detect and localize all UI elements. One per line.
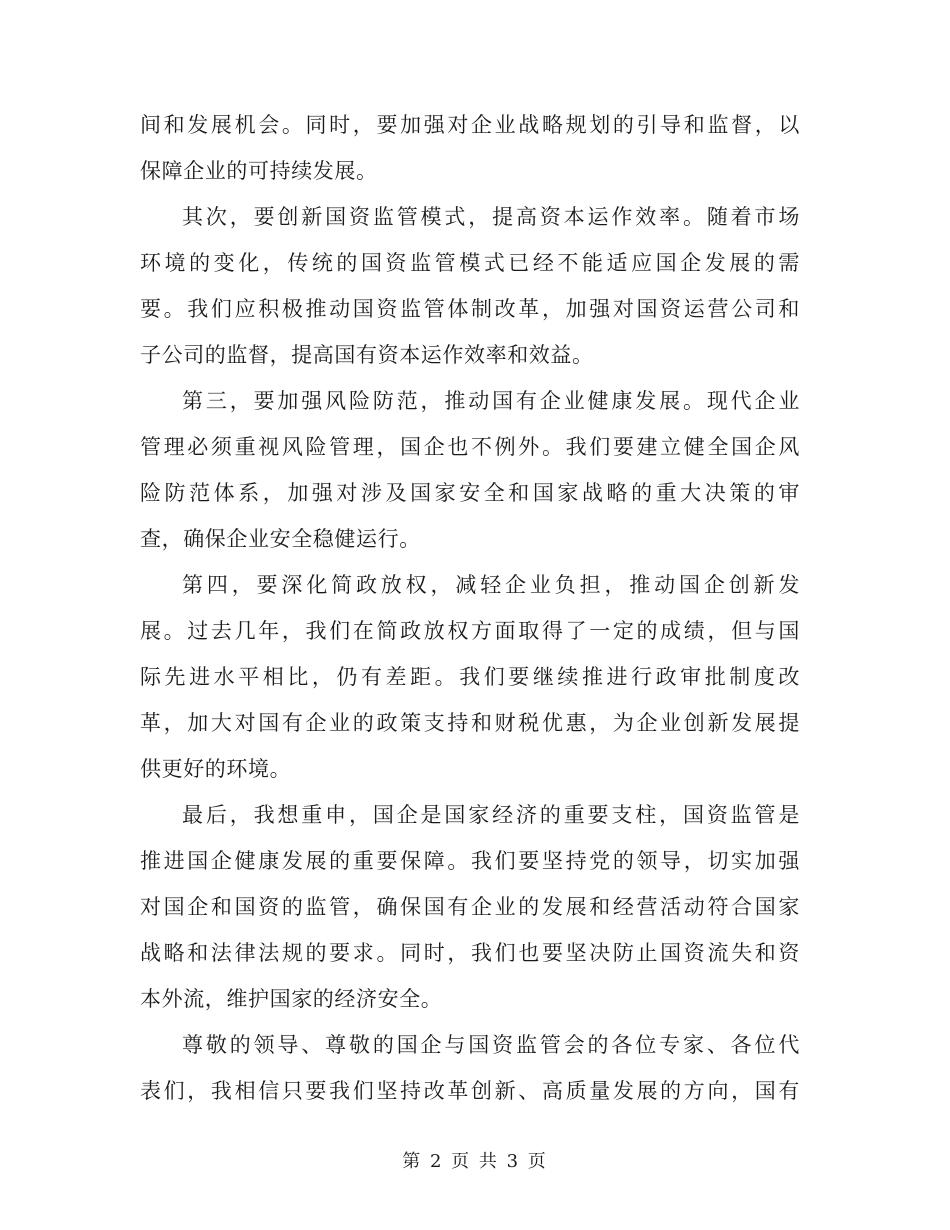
text-line: 革，加大对国有企业的政策支持和财税优惠，为企业创新发展提 [140, 711, 800, 735]
text-line: 管理必须重视风险管理，国企也不例外。我们要建立健全国企风 [140, 435, 800, 459]
text-line: 推进国企健康发展的重要保障。我们要坚持党的领导，切实加强 [140, 849, 800, 873]
text-line: 展。过去几年，我们在简政放权方面取得了一定的成绩，但与国 [140, 619, 800, 643]
text-line: 供更好的环境。 [140, 757, 292, 781]
text-line: 子公司的监督，提高国有资本运作效率和效益。 [140, 343, 594, 367]
text-line: 其次，要创新国资监管模式，提高资本运作效率。随着市场 [182, 205, 800, 229]
text-line: 第三，要加强风险防范，推动国有企业健康发展。现代企业 [182, 389, 800, 413]
page-number-footer: 第 2 页 共 3 页 [402, 1151, 548, 1172]
text-line: 际先进水平相比，仍有差距。我们要继续推进行政审批制度改 [140, 665, 800, 689]
text-line: 本外流，维护国家的经济安全。 [140, 987, 443, 1011]
text-line: 最后，我想重申，国企是国家经济的重要支柱，国资监管是 [182, 803, 800, 827]
text-line: 查，确保企业安全稳健运行。 [140, 527, 421, 551]
text-line: 战略和法律法规的要求。同时，我们也要坚决防止国资流失和资 [140, 941, 800, 965]
text-line: 保障企业的可持续发展。 [140, 159, 378, 183]
body-text [140, 102, 800, 1114]
text-line: 第四，要深化简政放权，减轻企业负担，推动国企创新发 [182, 573, 800, 597]
text-line: 险防范体系，加强对涉及国家安全和国家战略的重大决策的审 [140, 481, 800, 505]
text-line: 尊敬的领导、尊敬的国企与国资监管会的各位专家、各位代 [182, 1033, 800, 1057]
text-line: 间和发展机会。同时，要加强对企业战略规划的引导和监督，以 [140, 113, 800, 137]
text-line: 要。我们应积极推动国资监管体制改革，加强对国资运营公司和 [140, 297, 800, 321]
text-line: 环境的变化，传统的国资监管模式已经不能适应国企发展的需 [140, 251, 800, 275]
text-line: 对国企和国资的监管，确保国有企业的发展和经营活动符合国家 [140, 895, 800, 919]
text-line: 表们，我相信只要我们坚持改革创新、高质量发展的方向，国有 [140, 1079, 800, 1103]
